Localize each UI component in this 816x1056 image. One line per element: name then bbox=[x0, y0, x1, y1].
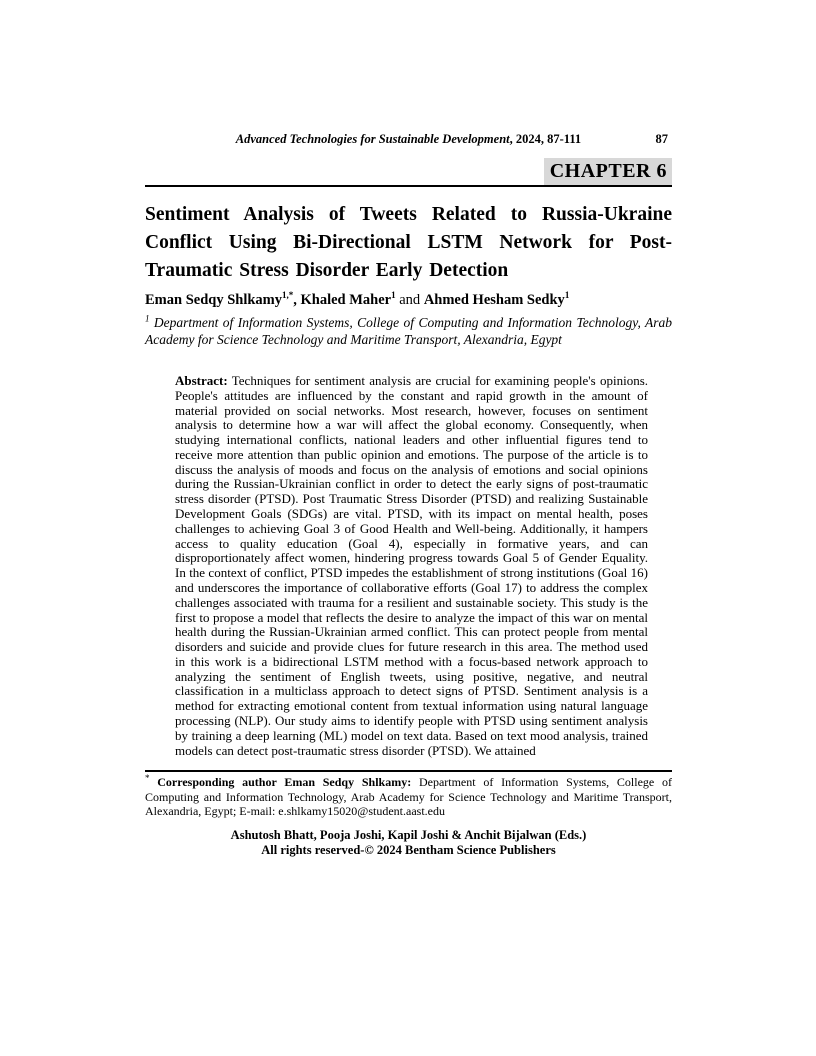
footnote-marker: * bbox=[145, 773, 150, 784]
author-name-2: Khaled Maher bbox=[300, 292, 392, 308]
author-superscript-3: 1 bbox=[564, 290, 570, 301]
author-superscript-2: 1 bbox=[391, 290, 396, 301]
footnote bbox=[145, 770, 672, 818]
copyright-line: All rights reserved-© 2024 Bentham Science Publishers bbox=[261, 842, 556, 857]
page-number: 87 bbox=[655, 132, 668, 146]
author-byline bbox=[145, 290, 672, 311]
abstract-label: Abstract: bbox=[175, 373, 228, 388]
chapter-banner bbox=[145, 158, 672, 187]
abstract bbox=[175, 374, 648, 758]
page-content bbox=[145, 131, 672, 858]
page-footer bbox=[145, 828, 672, 858]
author-name-3: Ahmed Hesham Sedky bbox=[423, 292, 565, 308]
journal-title bbox=[236, 132, 581, 146]
author-name-1: Eman Sedqy Shlkamy bbox=[145, 292, 282, 308]
email-text: e.shlkamy15020@student.aast.edu bbox=[278, 804, 445, 819]
footnote-body: Department of Information Systems, College of Computing and Information Technology, Arab Academy for Science Technology and Maritime Transport, Alexandria, Egypt; E-mail: bbox=[145, 775, 672, 819]
journal-title-italic: Advanced Technologies for Sustainable Development bbox=[235, 132, 510, 146]
chapter-label: CHAPTER 6 bbox=[544, 158, 672, 185]
byline-separator-1: , bbox=[293, 292, 301, 308]
author-superscript-1: 1,* bbox=[282, 290, 294, 301]
affiliation bbox=[145, 314, 672, 348]
abstract-body: Techniques for sentiment analysis are crucial for examining people's opinions. People's attitudes are influenced by the constant and rapid growth in the amount of material provided on social networks. Most research, however, focuses on sentiment analysis to determine how a war will affect the global economy. Consequently, when studying international conflicts, national leaders and other influential figures tend to receive more attention than public opinion and emotions. The purpose of the article is to discuss the analysis of moods and focus on the analysis of emotions and social opinions during the Russian-Ukrainian conflict in order to detect the early signs of post-traumatic stress disorder (PTSD). Post Traumatic Stress Disorder (PTSD) and realizing Sustainable Development Goals (SDGs) are vital. PTSD, with its impact on mental health, poses challenges to achieving Goal 3 of Good Health and Well-being. Additionally, it hampers access to quality education (Goal 4), especially in formative years, and can disproportionately affect women, hindering progress towards Goal 5 of Gender Equality. In the context of conflict, PTSD impedes the establishment of strong institutions (Goal 16) and underscores the importance of collaborative efforts (Goal 17) to address the complex challenges associated with trauma for a resilient and sustainable society. This study is the first to propose a model that reflects the desire to analyze the impact of this war on mental health during the Russian-Ukrainian armed conflict. This can protect people from mental disorders and suicide and provide clues for future research in this area. The method used in this work is a bidirectional LSTM method with a focus-based network approach to analyzing the sentiment of English tweets, using positive, negative, and neutral classification in a multiclass approach to detect signs of PTSD. Sentiment analysis is a method for extracting emotional content from textual information using natural language processing (NLP). Our study aims to identify people with PTSD using sentiment analysis by training a deep learning (ML) model on text data. Based on text mood analysis, trained models can detect post-traumatic stress disorder (PTSD). We attained bbox=[175, 373, 648, 758]
affiliation-text: Department of Information Systems, College of Computing and Information Technology, Arab Academy for Science Technology and Maritime Transport, Alexandria, Egypt bbox=[145, 315, 672, 347]
corresponding-author-label: Corresponding author Eman Sedqy Shlkamy: bbox=[149, 775, 412, 790]
article-title: Sentiment Analysis of Tweets Related to Russia-Ukraine Conflict Using Bi-Directional LSTM Network for Post-Traumatic Stress Disorder Early Detection bbox=[145, 204, 672, 281]
journal-meta: , 2024, 87-111 bbox=[509, 132, 582, 146]
byline-separator-2: and bbox=[395, 292, 424, 308]
running-header bbox=[145, 131, 672, 147]
affiliation-superscript: 1 bbox=[145, 313, 150, 324]
editors-line: Ashutosh Bhatt, Pooja Joshi, Kapil Joshi & Anchit Bijalwan (Eds.) bbox=[230, 827, 587, 842]
